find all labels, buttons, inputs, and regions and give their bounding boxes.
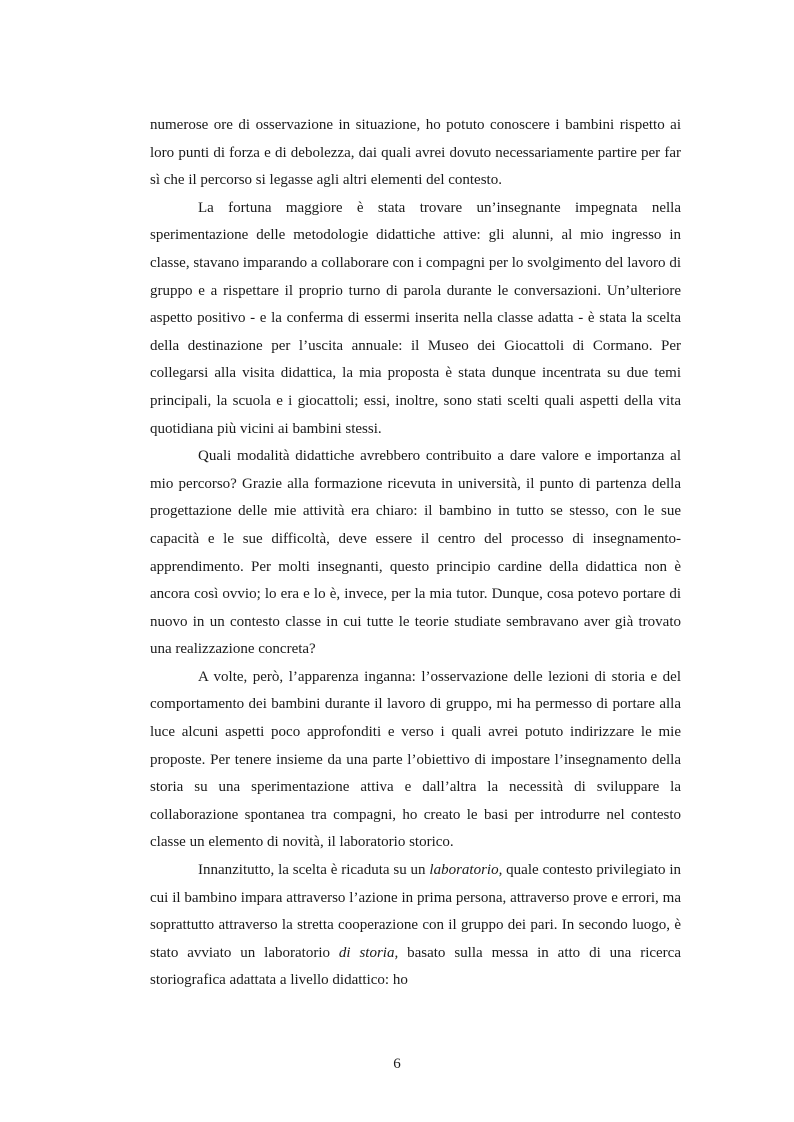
paragraph-text: A volte, però, l’apparenza inganna: l’osservazione delle lezioni di storia e del comportamento dei bambini durante il lavoro di gruppo, mi ha permesso di portare alla luce alcuni aspetti poco approfonditi e verso i quali avrei potuto indirizzare le mie proposte. Per tenere insieme da una parte l’obiettivo di impostare l’insegnamento della storia su una sperimentazione attiva e dall’altra la necessità di sviluppare la collaborazione spontanea tra compagni, ho creato le basi per introdurre nel contesto classe un elemento di novità, il laboratorio storico.: [150, 668, 681, 851]
paragraph-text: Innanzitutto, la scelta è ricaduta su un: [198, 862, 430, 879]
paragraph-text: numerose ore di osservazione in situazione, ho potuto conoscere i bambini rispetto ai loro punti di forza e di debolezza, dai quali avrei dovuto necessariamente partire per far sì che il percorso si legasse agli altri elementi del contesto.: [150, 117, 681, 189]
italic-text: laboratorio,: [429, 862, 503, 879]
paragraph-text: basato sulla messa in atto di una ricerca storiografica adattata a livello didattico: ho: [150, 944, 681, 989]
paragraph: [150, 195, 681, 443]
paragraph: [150, 443, 681, 664]
paragraph-text: quale contesto privilegiato in cui il bambino impara attraverso l’azione in prima persona, attraverso prove e errori, ma soprattutto attraverso la stretta cooperazione con il gruppo dei pari. In secondo luogo, è stato avviato un laboratorio: [150, 862, 681, 961]
body-text: [150, 112, 681, 995]
paragraph: [150, 112, 681, 195]
italic-text: di storia,: [338, 944, 399, 961]
page-number: 6: [393, 1056, 401, 1072]
paragraph: [150, 857, 681, 995]
paragraph-text: La fortuna maggiore è stata trovare un’insegnante impegnata nella sperimentazione delle metodologie didattiche attive: gli alunni, al mio ingresso in classe, stavano imparando a collaborare con i compagni per lo svolgimento del lavoro di gruppo e a rispettare il proprio turno di parola durante le conversazioni. Un’ulteriore aspetto positivo - e la conferma di essermi inserita nella classe adatta - è stata la scelta della destinazione per l’uscita annuale: il Museo dei Giocattoli di Cormano. Per collegarsi alla visita didattica, la mia proposta è stata dunque incentrata su due temi principali, la scuola e i giocattoli; essi, inoltre, sono stati scelti quali aspetti della vita quotidiana più vicini ai bambini stessi.: [150, 199, 681, 437]
paragraph: [150, 664, 681, 857]
paragraph-text: Quali modalità didattiche avrebbero contribuito a dare valore e importanza al mio percorso? Grazie alla formazione ricevuta in università, il punto di partenza della progettazione delle mie attività era chiaro: il bambino in tutto se stesso, con le sue capacità e le sue difficoltà, deve essere il centro del processo di insegnamento-apprendimento. Per molti insegnanti, questo principio cardine della didattica non è ancora così ovvio; lo era e lo è, invece, per la mia tutor. Dunque, cosa potevo portare di nuovo in un contesto classe in cui tutte le teorie studiate sembravano aver già trovato una realizzazione concreta?: [150, 448, 681, 658]
